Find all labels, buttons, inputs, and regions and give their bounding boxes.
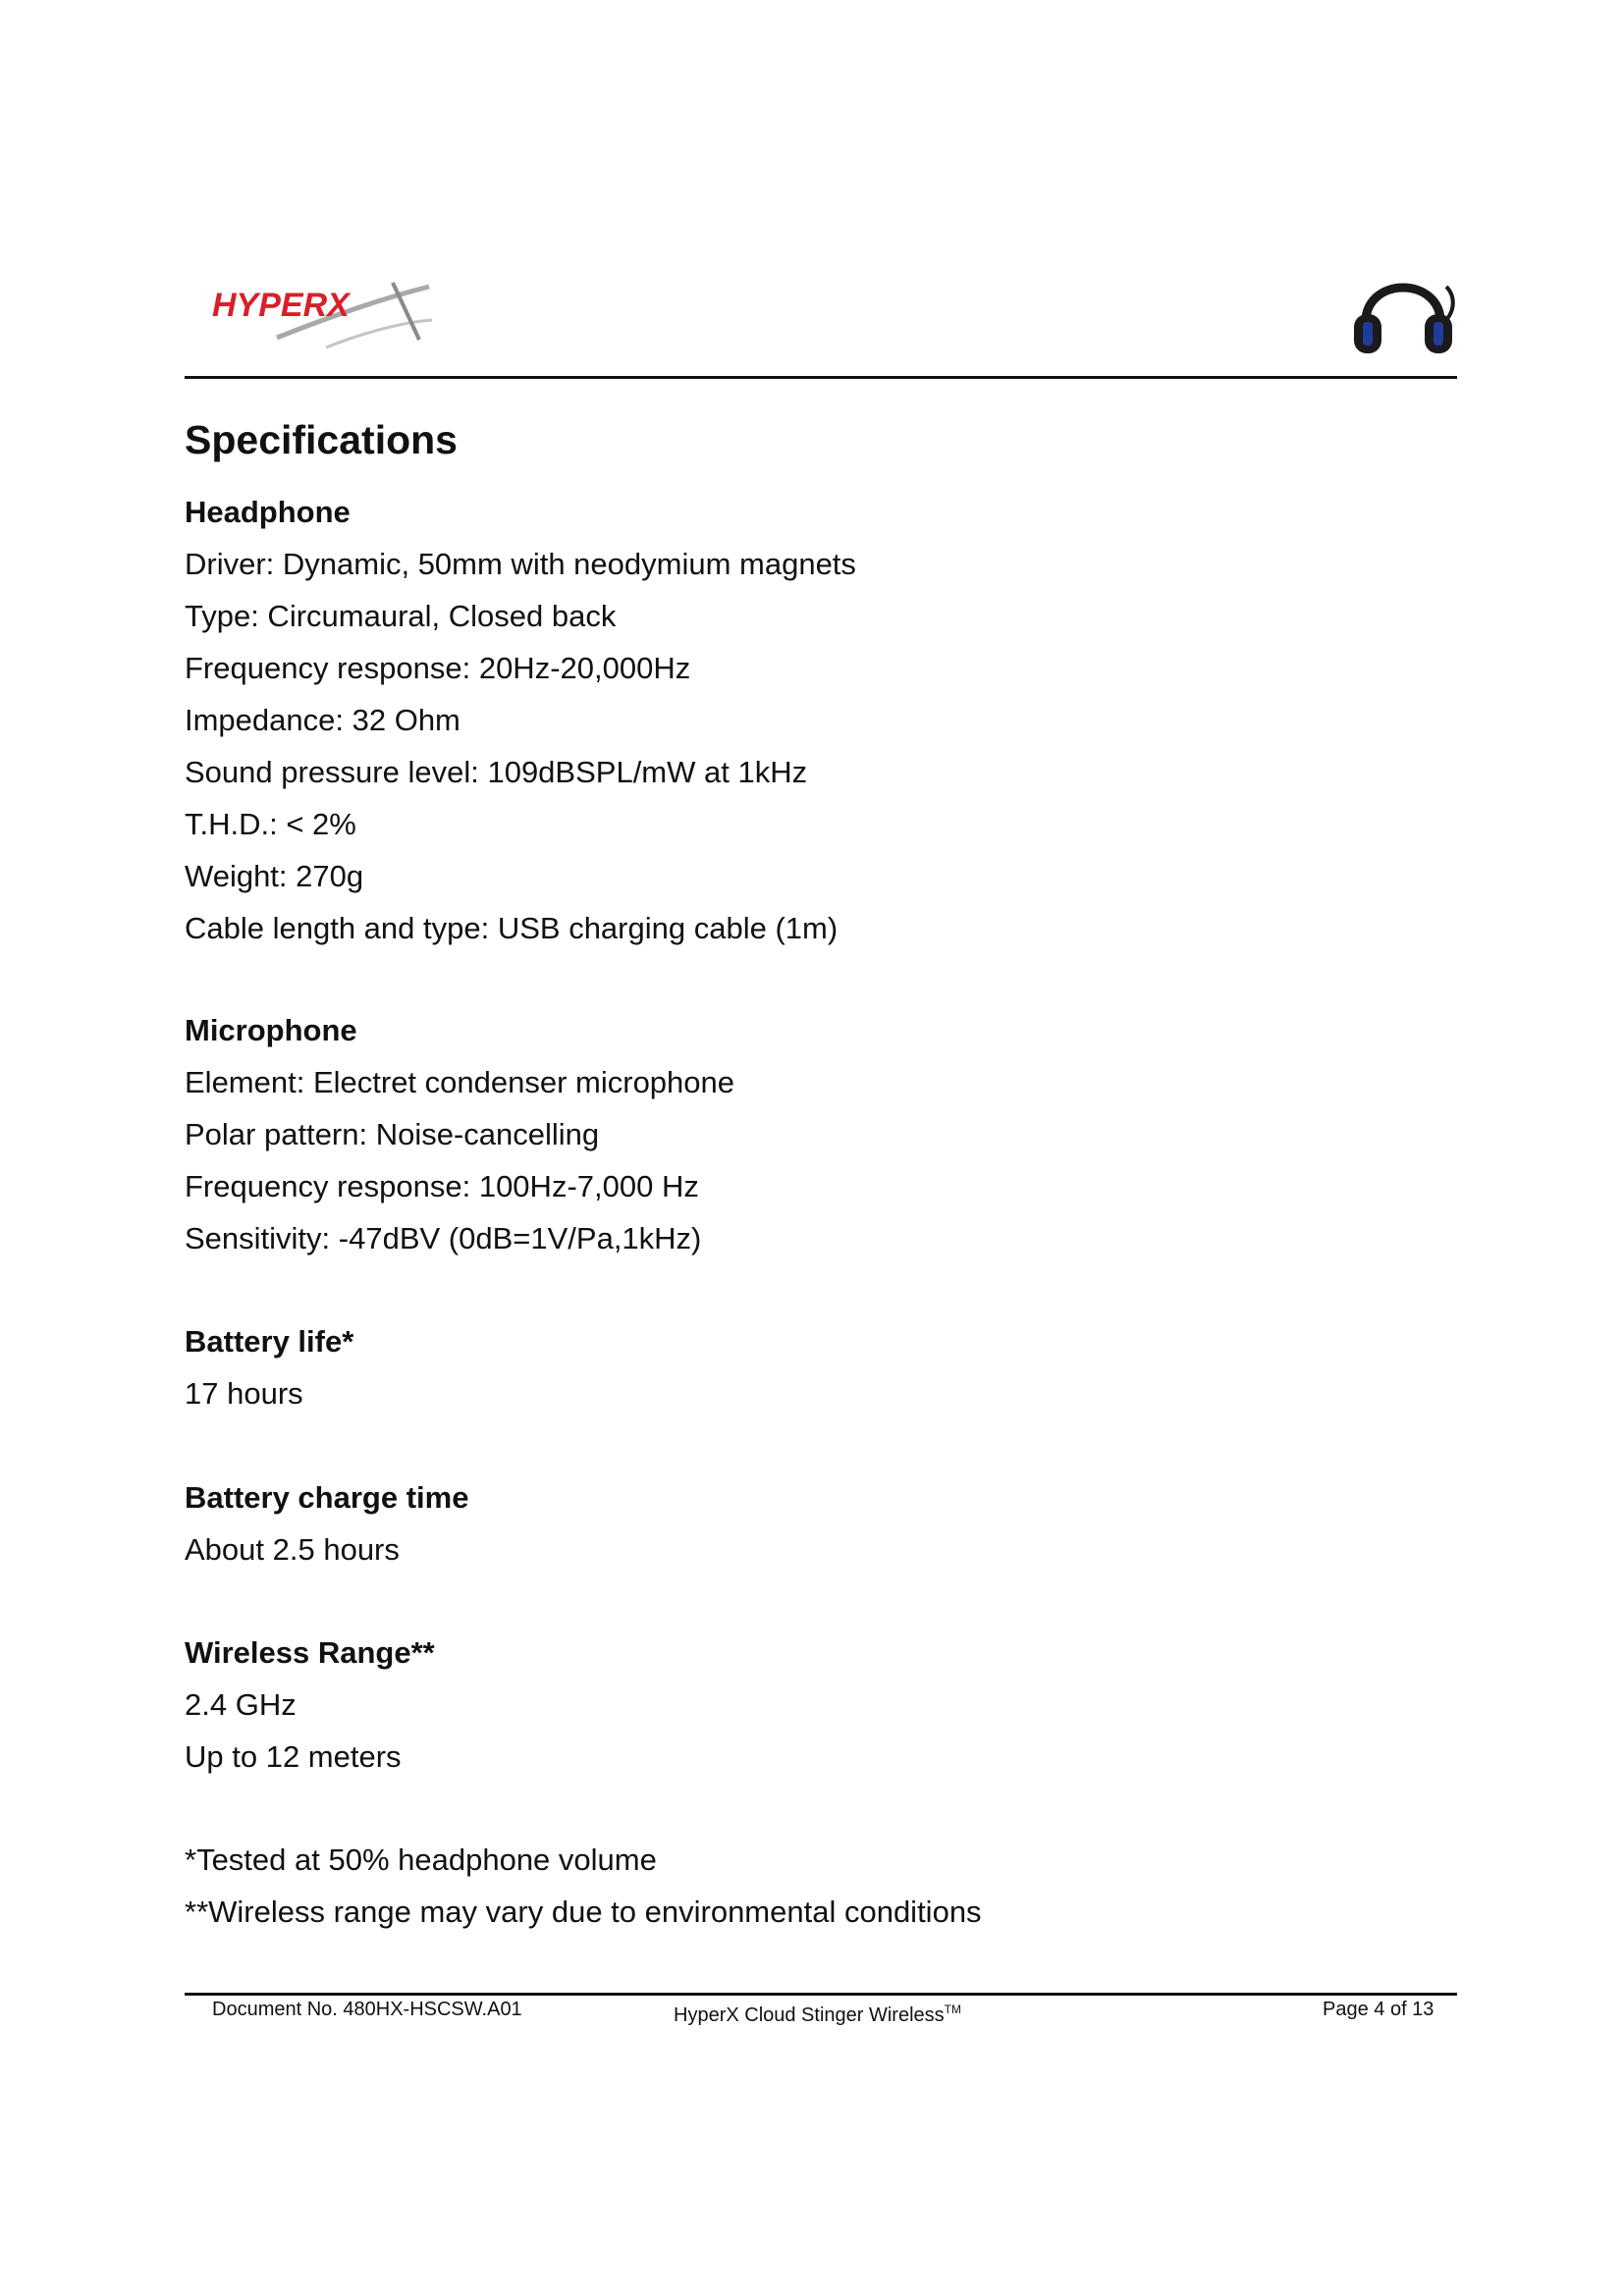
page-title: Specifications (185, 417, 458, 462)
spec-line: Sensitivity: -47dBV (0dB=1V/Pa,1kHz) (185, 1221, 702, 1255)
section-microphone (185, 1004, 734, 1264)
spec-line: 2.4 GHz (185, 1687, 297, 1722)
spec-line: Element: Electret condenser microphone (185, 1065, 735, 1099)
section-wireless-range (185, 1627, 435, 1783)
spec-line: Impedance: 32 Ohm (185, 703, 460, 737)
trademark-mark: TM (944, 2002, 961, 2016)
section-battery-charge-time (185, 1471, 468, 1575)
footer-product-name (674, 1997, 961, 2028)
section-heading: Wireless Range** (185, 1635, 435, 1670)
spec-line: Cable length and type: USB charging cable (1m) (185, 911, 839, 945)
section-heading: Microphone (185, 1013, 357, 1047)
spec-line: 17 hours (185, 1376, 303, 1411)
spec-line: Sound pressure level: 109dBSPL/mW at 1kHz (185, 755, 808, 789)
spec-line: Frequency response: 100Hz-7,000 Hz (185, 1169, 699, 1203)
spec-line: T.H.D.: < 2% (185, 807, 356, 841)
footnotes (185, 1834, 982, 1938)
svg-text:HYPERX: HYPERX (212, 287, 350, 324)
spec-line: Weight: 270g (185, 859, 364, 893)
footnote: **Wireless range may vary due to environmental conditions (185, 1895, 982, 1929)
footer-rule (185, 1993, 1457, 1996)
section-battery-life (185, 1315, 353, 1419)
section-heading: Headphone (185, 495, 351, 529)
spec-line: Frequency response: 20Hz-20,000Hz (185, 651, 691, 685)
section-heading: Battery life* (185, 1324, 354, 1359)
headset-icon (1350, 265, 1456, 358)
spec-line: Up to 12 meters (185, 1739, 402, 1774)
footer-document-number: Document No. 480HX-HSCSW.A01 (212, 1999, 522, 2020)
spec-line: About 2.5 hours (185, 1532, 400, 1567)
footer-product-label: HyperX Cloud Stinger Wireless (674, 2004, 945, 2026)
footnote: *Tested at 50% headphone volume (185, 1842, 657, 1877)
section-headphone (185, 486, 856, 954)
spec-line: Polar pattern: Noise-cancelling (185, 1117, 600, 1151)
spec-line: Type: Circumaural, Closed back (185, 599, 617, 633)
section-heading: Battery charge time (185, 1480, 469, 1515)
footer-page-number: Page 4 of 13 (1323, 1999, 1435, 2020)
header-rule (185, 376, 1457, 379)
hyperx-logo (208, 263, 434, 361)
spec-line: Driver: Dynamic, 50mm with neodymium magnets (185, 547, 856, 581)
